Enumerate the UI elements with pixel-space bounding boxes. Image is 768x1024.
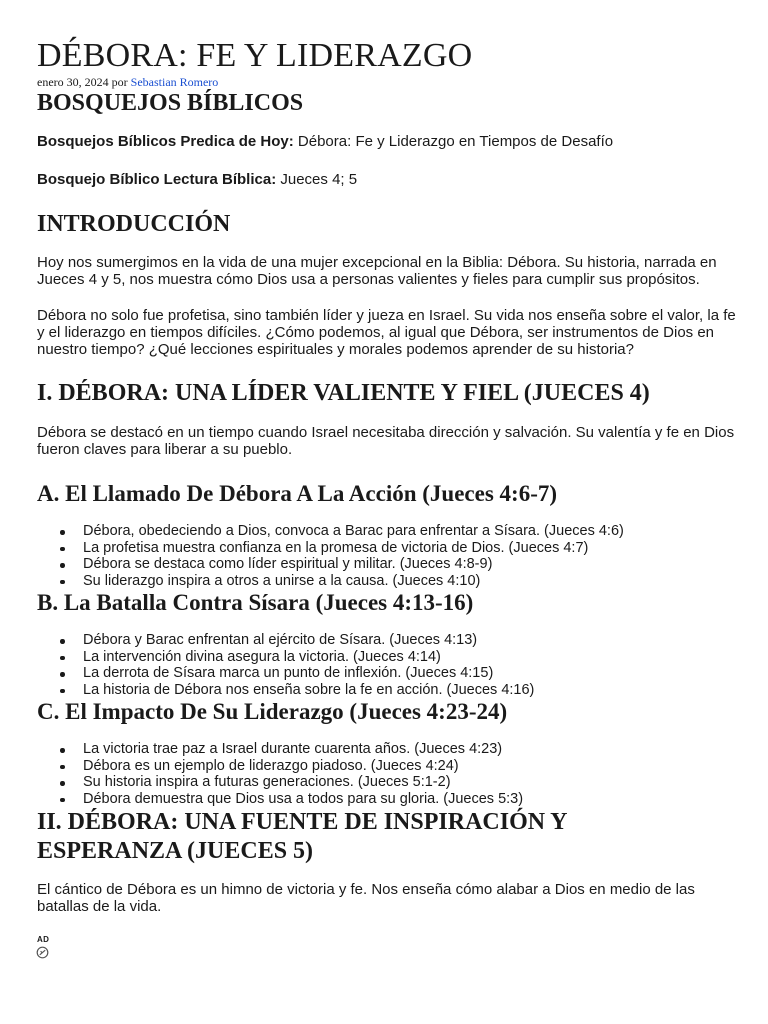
lectura-label: Bosquejo Bíblico Lectura Bíblica:: [37, 171, 277, 188]
part2-paragraph: El cántico de Débora es un himno de victoria y fe. Nos enseña cómo alabar a Dios en medio de las batallas de la vida.: [37, 881, 695, 915]
list-item: Débora demuestra que Dios usa a todos para su gloria. (Jueces 5:3): [37, 791, 523, 808]
intro-heading: INTRODUCCIÓN: [37, 211, 231, 237]
part2-heading-line2: ESPERANZA (JUECES 5): [37, 838, 314, 864]
list-item: Débora, obedeciendo a Dios, convoca a Barac para enfrentar a Sísara. (Jueces 4:6): [37, 523, 624, 540]
page-title: DÉBORA: FE Y LIDERAZGO: [37, 37, 473, 74]
subsection-c-list: [37, 741, 523, 807]
section-heading: BOSQUEJOS BÍBLICOS: [37, 90, 304, 116]
list-item: La historia de Débora nos enseña sobre la fe en acción. (Jueces 4:16): [37, 682, 534, 699]
predica-value: Débora: Fe y Liderazgo en Tiempos de Desafío: [297, 133, 614, 150]
part2-heading-line1: II. DÉBORA: UNA FUENTE DE INSPIRACIÓN Y: [37, 809, 568, 835]
list-item: Débora es un ejemplo de liderazgo piadoso. (Jueces 4:24): [37, 758, 523, 775]
post-by: por: [111, 75, 128, 89]
list-item: Su liderazgo inspira a otros a unirse a la causa. (Jueces 4:10): [37, 573, 624, 590]
subsection-c-heading: C. El Impacto De Su Liderazgo (Jueces 4:23-24): [37, 699, 508, 724]
post-date: enero 30, 2024: [37, 75, 109, 89]
part1-paragraph: Débora se destacó en un tiempo cuando Israel necesitaba dirección y salvación. Su valentía y fe en Dios fueron claves para liberar a su pueblo.: [37, 424, 735, 458]
subsection-b-list: [37, 632, 534, 698]
list-item: La intervención divina asegura la victoria. (Jueces 4:14): [37, 649, 534, 666]
ad-choices-icon[interactable]: [36, 946, 49, 959]
predica-line: [37, 133, 737, 150]
ad-label: AD: [37, 935, 50, 944]
subsection-b-heading: B. La Batalla Contra Sísara (Jueces 4:13-16): [37, 590, 474, 615]
subsection-a-heading: A. El Llamado De Débora A La Acción (Jueces 4:6-7): [37, 481, 558, 506]
post-meta: [37, 75, 218, 89]
list-item: La victoria trae paz a Israel durante cuarenta años. (Jueces 4:23): [37, 741, 523, 758]
author-link[interactable]: Sebastian Romero: [130, 75, 219, 89]
lectura-line: [37, 171, 737, 188]
predica-label: Bosquejos Bíblicos Predica de Hoy:: [37, 133, 294, 150]
part1-heading: I. DÉBORA: UNA LÍDER VALIENTE Y FIEL (JUECES 4): [37, 380, 650, 406]
intro-paragraph-2: Débora no solo fue profetisa, sino también líder y jueza en Israel. Su vida nos enseña sobre el valor, la fe y el liderazgo en tiempos difíciles. ¿Cómo podemos, al igual que Débora, ser instrumentos de Dios en nuestro tiempo? ¿Qué lecciones espirituales y morales podemos aprender de su historia?: [37, 307, 736, 358]
list-item: Su historia inspira a futuras generaciones. (Jueces 5:1-2): [37, 774, 523, 791]
part2-heading: [37, 808, 568, 866]
list-item: La profetisa muestra confianza en la promesa de victoria de Dios. (Jueces 4:7): [37, 540, 624, 557]
list-item: La derrota de Sísara marca un punto de inflexión. (Jueces 4:15): [37, 665, 534, 682]
list-item: Débora se destaca como líder espiritual y militar. (Jueces 4:8-9): [37, 556, 624, 573]
intro-paragraph-1: Hoy nos sumergimos en la vida de una mujer excepcional en la Biblia: Débora. Su historia, narrada en Jueces 4 y 5, nos muestra cómo Dios usa a personas valientes y fieles para cumplir sus propósitos.: [37, 254, 717, 288]
list-item: Débora y Barac enfrentan al ejército de Sísara. (Jueces 4:13): [37, 632, 534, 649]
subsection-a-list: [37, 523, 624, 589]
lectura-value: Jueces 4; 5: [280, 171, 358, 188]
